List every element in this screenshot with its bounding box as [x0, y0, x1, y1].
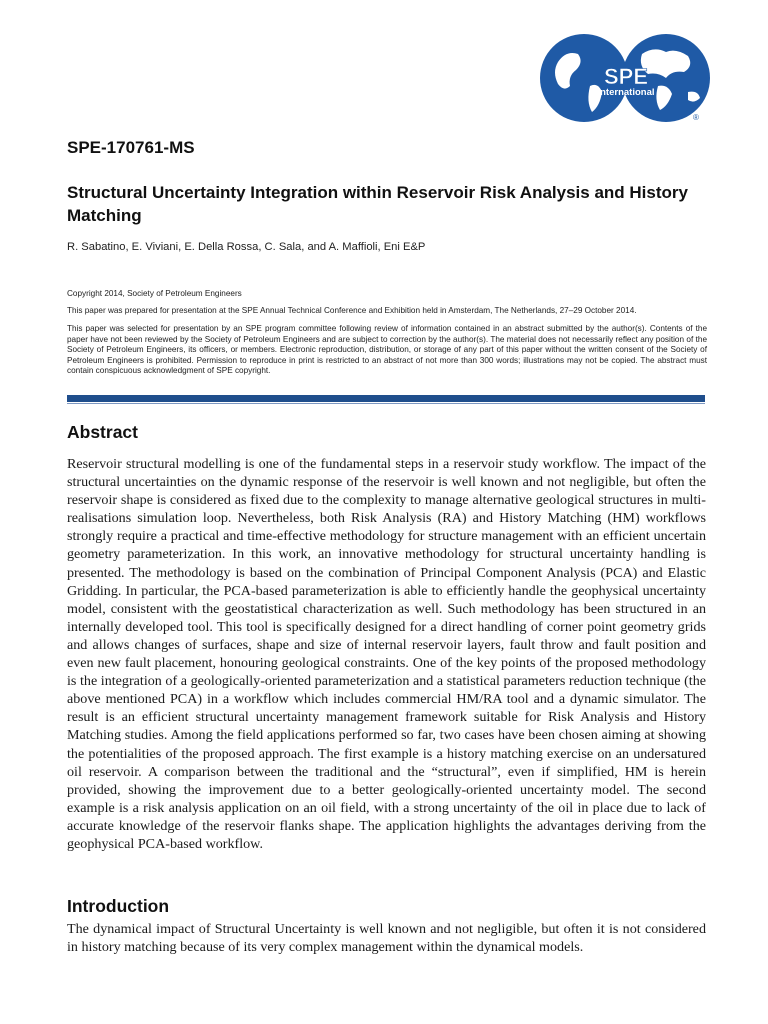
- conference-notice: This paper was prepared for presentation at the SPE Annual Technical Conference and Exhibition held in Amsterdam, The Netherlands, 27–29 October 2014.: [67, 306, 637, 315]
- registered-mark: ®: [693, 113, 699, 122]
- header-divider: [67, 395, 705, 402]
- abstract-heading: Abstract: [67, 422, 138, 442]
- header-divider-thin: [67, 403, 705, 404]
- copyright-notice: Copyright 2014, Society of Petroleum Engineers: [67, 289, 242, 298]
- spe-international-logo: [538, 32, 714, 124]
- author-list: R. Sabatino, E. Viviani, E. Della Rossa, C. Sala, and A. Maffioli, Eni E&P: [67, 241, 426, 253]
- logo-text-international: International: [597, 87, 655, 98]
- logo-text-spe: SPE: [603, 64, 649, 89]
- selection-notice: This paper was selected for presentation by an SPE program committee following review of information contained in an abstract submitted by the author(s). Contents of the paper have not been reviewed by the Society of Petroleum Engineers and are subject to correction by the author(s). The material does not necessarily reflect any position of the Society of Petroleum Engineers, its officers, or members. Electronic reproduction, distribution, or storage of any part of this paper without the written consent of the Society of Petroleum Engineers is prohibited. Permission to reproduce in print is restricted to an abstract of not more than 300 words; illustrations may not be copied. The abstract must contain conspicuous acknowledgment of SPE copyright.: [67, 324, 707, 376]
- introduction-heading: Introduction: [67, 896, 170, 916]
- paper-id: SPE-170761-MS: [67, 138, 195, 157]
- paper-title: Structural Uncertainty Integration within Reservoir Risk Analysis and History Matching: [67, 183, 688, 225]
- abstract-text: Reservoir structural modelling is one of the fundamental steps in a reservoir study workflow. The impact of the structural uncertainties on the dynamic response of the reservoir is well known and not negligible, but often the reservoir shape is considered as fixed due to the complexity to manage alternative geological structures in multi-realisations simulation loop. Nevertheless, both Risk Analysis (RA) and History Matching (HM) workflows strongly require a practical and time-effective methodology for structure management with an efficient uncertain geometry parameterization. In this work, an innovative methodology for structural uncertainty handling is presented. The methodology is based on the combination of Principal Component Analysis (PCA) and Elastic Gridding. In particular, the PCA-based parameterization is able to efficiently handle the geophysical uncertainty model, consistent with the geostatistical characterization as well. Such methodology has been structured in an internally developed tool. This tool is specifically designed for a direct handling of corner point geometry grids and allows changes of surfaces, shape and size of internal reservoir layers, fault throw and fault position and even new fault placement, honouring geological constraints. One of the key points of the proposed methodology is the integration of a geologically-oriented parameterization and a statistical parameters reduction technique (the above mentioned PCA) in a workflow which includes commercial HM/RA tool and a dynamic simulator. The result is an efficient structural uncertainty management framework suitable for Risk Analysis and History Matching studies. Among the field applications performed so far, two cases have been chosen aiming at showing the potentialities of the proposed approach. The first example is a history matching exercise on an undersatured oil reservoir. A comparison between the traditional and the “structural”, even if simplified, HM is herein provided, showing the improvement due to a better geologically-oriented uncertainty model. The second example is a risk analysis application on an oil field, with a strong uncertainty of the oil in place due to lack of accurate knowledge of the reservoir flanks shape. The application highlights the advantages deriving from the geophysical PCA-based workflow.: [67, 456, 706, 852]
- introduction-text: The dynamical impact of Structural Uncertainty is well known and not negligible, but often it is not considered in history matching because of its very complex management within the dynamical models.: [67, 921, 706, 956]
